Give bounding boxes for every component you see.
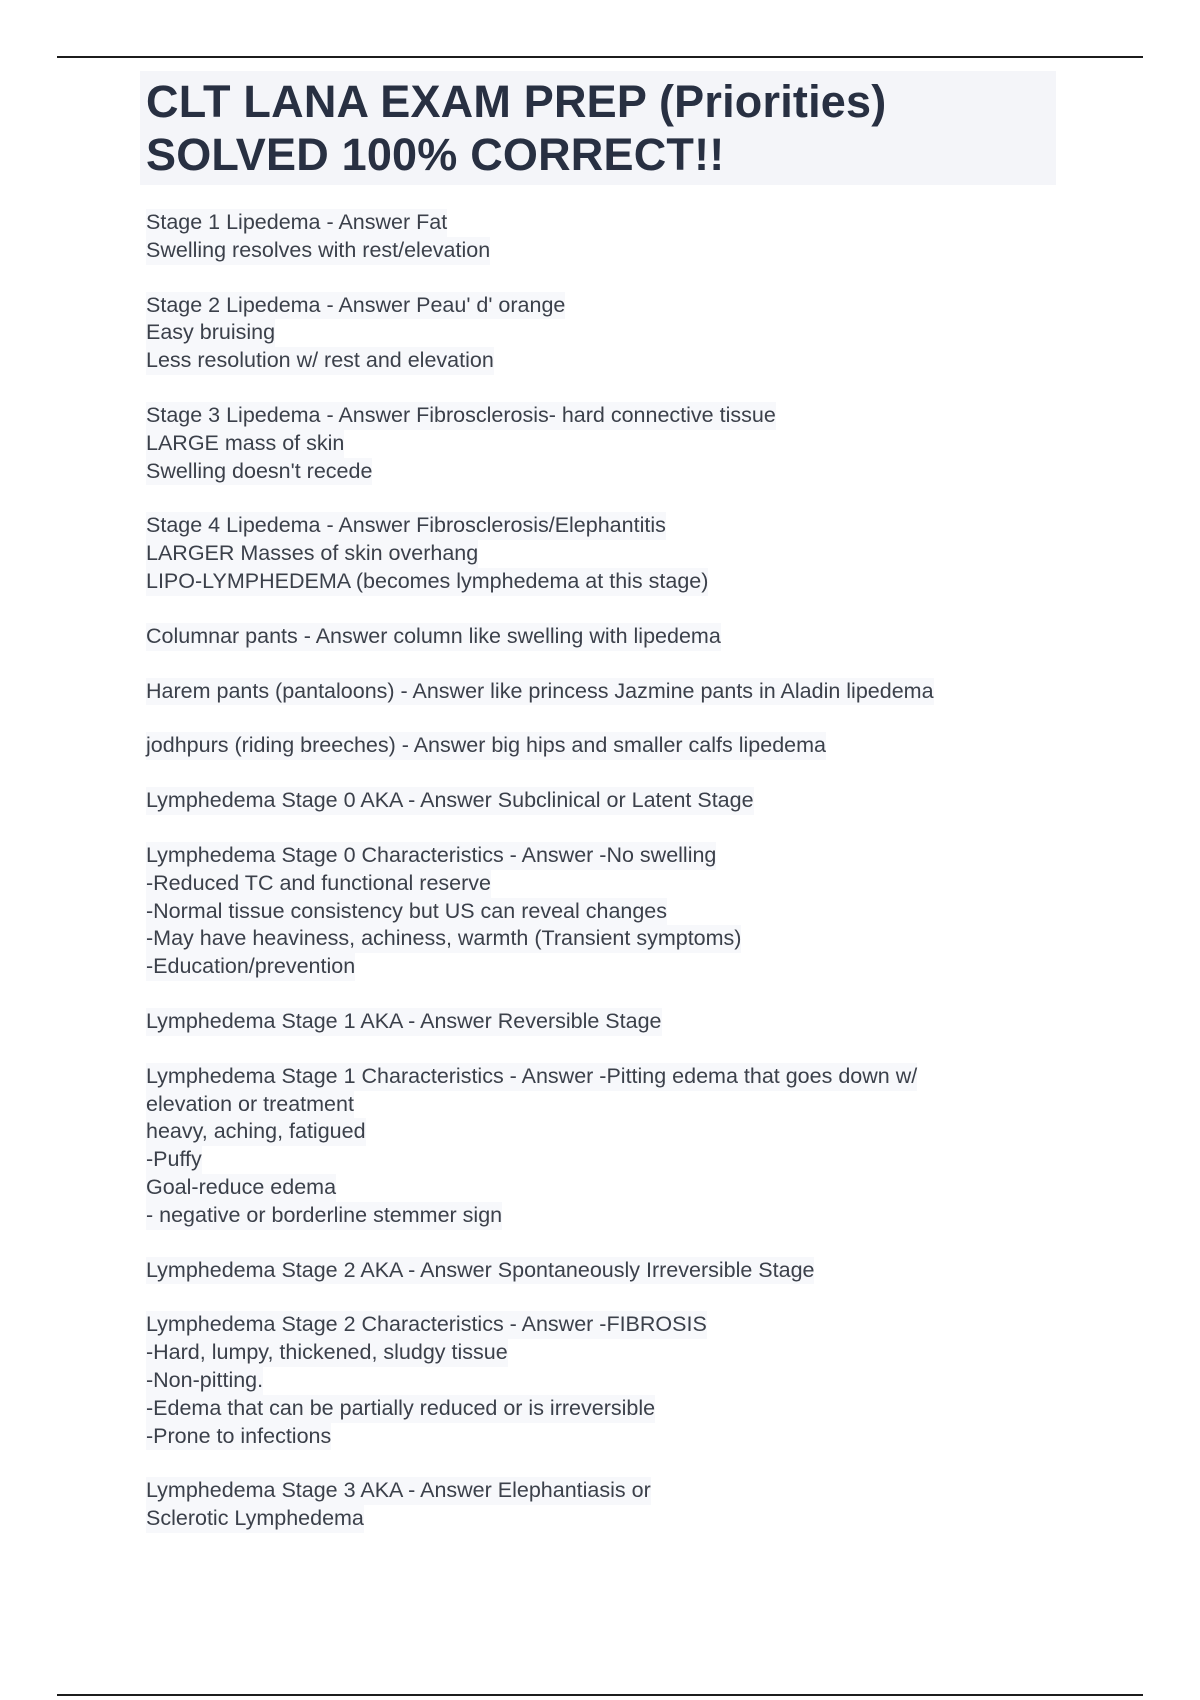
qa-entry (146, 732, 1046, 760)
qa-line: -Prone to infections (146, 1423, 331, 1451)
qa-entry (146, 1311, 1046, 1450)
qa-entry (146, 512, 1046, 595)
qa-entry (146, 209, 1046, 265)
qa-line: Lymphedema Stage 1 Characteristics - Answer -Pitting edema that goes down w/ (146, 1063, 917, 1091)
qa-entry (146, 292, 1046, 375)
qa-line: -Non-pitting. (146, 1367, 263, 1395)
qa-line: Lymphedema Stage 2 AKA - Answer Spontaneously Irreversible Stage (146, 1257, 814, 1285)
qa-line: Lymphedema Stage 2 Characteristics - Answer -FIBROSIS (146, 1311, 707, 1339)
qa-line: - negative or borderline stemmer sign (146, 1202, 502, 1230)
qa-line: Swelling doesn't recede (146, 458, 372, 486)
qa-line: Swelling resolves with rest/elevation (146, 237, 490, 265)
qa-line: Lymphedema Stage 0 AKA - Answer Subclinical or Latent Stage (146, 787, 754, 815)
qa-line: heavy, aching, fatigued (146, 1118, 366, 1146)
qa-entry (146, 1257, 1046, 1285)
qa-entry (146, 1063, 1046, 1230)
qa-line: -Hard, lumpy, thickened, sludgy tissue (146, 1339, 508, 1367)
qa-line: Goal-reduce edema (146, 1174, 336, 1202)
title-line: SOLVED 100% CORRECT!! (146, 129, 725, 180)
qa-line: jodhpurs (riding breeches) - Answer big hips and smaller calfs lipedema (146, 732, 826, 760)
top-rule (57, 56, 1143, 58)
qa-entry (146, 1477, 1046, 1533)
qa-entry (146, 678, 1046, 706)
qa-line: -Puffy (146, 1146, 202, 1174)
title-line: CLT LANA EXAM PREP (Priorities) (146, 76, 887, 127)
qa-entry (146, 1008, 1046, 1036)
qa-line: elevation or treatment (146, 1091, 354, 1119)
qa-entry (146, 842, 1046, 981)
qa-line: Stage 3 Lipedema - Answer Fibrosclerosis- hard connective tissue (146, 402, 776, 430)
qa-line: Stage 4 Lipedema - Answer Fibrosclerosis/Elephantitis (146, 512, 666, 540)
document-title (140, 71, 1056, 185)
qa-line: LARGER Masses of skin overhang (146, 540, 478, 568)
bottom-rule (57, 1694, 1143, 1696)
qa-line: -May have heaviness, achiness, warmth (Transient symptoms) (146, 925, 741, 953)
qa-line: LIPO-LYMPHEDEMA (becomes lymphedema at this stage) (146, 568, 708, 596)
qa-line: Lymphedema Stage 1 AKA - Answer Reversible Stage (146, 1008, 662, 1036)
qa-line: Lymphedema Stage 3 AKA - Answer Elephantiasis or (146, 1477, 651, 1505)
qa-line: LARGE mass of skin (146, 430, 344, 458)
qa-line: Lymphedema Stage 0 Characteristics - Answer -No swelling (146, 842, 716, 870)
qa-line: -Normal tissue consistency but US can reveal changes (146, 898, 667, 926)
qa-line: Easy bruising (146, 319, 275, 347)
qa-line: Stage 2 Lipedema - Answer Peau' d' orange (146, 292, 565, 320)
qa-list (146, 209, 1046, 1560)
qa-entry (146, 623, 1046, 651)
qa-line: Harem pants (pantaloons) - Answer like princess Jazmine pants in Aladin lipedema (146, 678, 934, 706)
qa-line: Sclerotic Lymphedema (146, 1505, 364, 1533)
qa-entry (146, 787, 1046, 815)
qa-line: Less resolution w/ rest and elevation (146, 347, 494, 375)
qa-line: -Education/prevention (146, 953, 355, 981)
qa-line: -Reduced TC and functional reserve (146, 870, 491, 898)
qa-line: Stage 1 Lipedema - Answer Fat (146, 209, 447, 237)
qa-line: -Edema that can be partially reduced or is irreversible (146, 1395, 655, 1423)
qa-entry (146, 402, 1046, 485)
qa-line: Columnar pants - Answer column like swelling with lipedema (146, 623, 721, 651)
